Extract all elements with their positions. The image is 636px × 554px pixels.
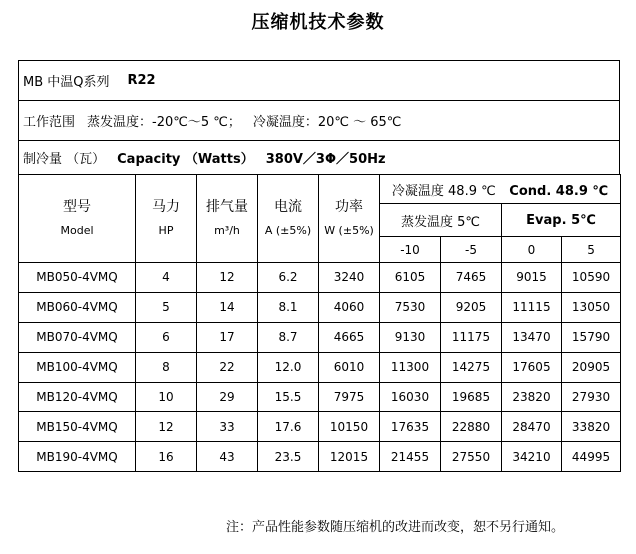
refrigerant-label: R22 (127, 73, 156, 88)
displacement-header: 排气量 m³/h (197, 175, 258, 263)
capacity-cell: 7465 (441, 263, 502, 293)
model-cell: MB150-4VMQ (19, 412, 136, 442)
hp-cell: 12 (136, 412, 197, 442)
model-cell: MB050-4VMQ (19, 263, 136, 293)
table-row (19, 442, 621, 472)
spec-table (18, 174, 621, 472)
displacement-cell: 22 (197, 352, 258, 382)
hp-cell: 6 (136, 322, 197, 352)
cond-range: 冷凝温度：20℃ ～ 65℃ (252, 115, 402, 130)
table-row (19, 263, 621, 293)
page-title: 压缩机技术参数 (251, 12, 385, 33)
capacity-cell: 19685 (441, 382, 502, 412)
model-header: 型号 Model (19, 175, 136, 263)
current-cell: 6.2 (258, 263, 319, 293)
capacity-cell: 16030 (380, 382, 441, 412)
capacity-cell: 14275 (441, 352, 502, 382)
capacity-cell: 6105 (380, 263, 441, 293)
power-cell: 12015 (319, 442, 380, 472)
hp-cell: 16 (136, 442, 197, 472)
power-cell: 7975 (319, 382, 380, 412)
capacity-cell: 11175 (441, 322, 502, 352)
model-cell: MB120-4VMQ (19, 382, 136, 412)
series-row (18, 60, 620, 100)
model-cell: MB070-4VMQ (19, 322, 136, 352)
power-cell: 6010 (319, 352, 380, 382)
capacity-cell: 21455 (380, 442, 441, 472)
capacity-cell: 17635 (380, 412, 441, 442)
displacement-cell: 29 (197, 382, 258, 412)
footnote: 注：产品性能参数随压缩机的改进而改变，恕不另行通知。 (226, 520, 565, 535)
evap-temp-header: 0 (502, 237, 562, 263)
capacity-cell: 23820 (502, 382, 562, 412)
table-row (19, 382, 621, 412)
evap-cn-header: 蒸发温度 5℃ (380, 204, 502, 237)
displacement-cell: 43 (197, 442, 258, 472)
capacity-cell: 33820 (562, 412, 621, 442)
capacity-cell: 22880 (441, 412, 502, 442)
hp-cell: 4 (136, 263, 197, 293)
evap-en-header: Evap. 5℃ (502, 204, 621, 237)
capacity-en-label: Capacity （Watts） (117, 152, 254, 167)
table-row (19, 292, 621, 322)
model-cell: MB060-4VMQ (19, 292, 136, 322)
power-cell: 4665 (319, 322, 380, 352)
current-cell: 12.0 (258, 352, 319, 382)
capacity-cell: 44995 (562, 442, 621, 472)
capacity-row (18, 140, 620, 174)
current-cell: 23.5 (258, 442, 319, 472)
capacity-cell: 9015 (502, 263, 562, 293)
capacity-cell: 34210 (502, 442, 562, 472)
current-cell: 8.1 (258, 292, 319, 322)
model-cell: MB190-4VMQ (19, 442, 136, 472)
cond-header: 冷凝温度 48.9 ℃ Cond. 48.9 ℃ (380, 175, 621, 204)
hp-cell: 5 (136, 292, 197, 322)
power-cell: 10150 (319, 412, 380, 442)
evap-temp-header: -10 (380, 237, 441, 263)
range-label: 工作范围 (23, 115, 76, 130)
evap-temp-header: 5 (562, 237, 621, 263)
capacity-cell: 27550 (441, 442, 502, 472)
current-cell: 17.6 (258, 412, 319, 442)
capacity-cell: 11300 (380, 352, 441, 382)
capacity-cn-label: 制冷量 （瓦） (23, 152, 106, 167)
displacement-cell: 33 (197, 412, 258, 442)
operating-range-row (18, 100, 620, 140)
capacity-cell: 9130 (380, 322, 441, 352)
capacity-cell: 27930 (562, 382, 621, 412)
table-row (19, 322, 621, 352)
displacement-cell: 17 (197, 322, 258, 352)
capacity-cell: 10590 (562, 263, 621, 293)
power-supply-label: 380V／3Φ／50Hz (265, 152, 386, 167)
capacity-cell: 11115 (502, 292, 562, 322)
model-cell: MB100-4VMQ (19, 352, 136, 382)
power-header: 功率 W (±5%) (319, 175, 380, 263)
current-cell: 15.5 (258, 382, 319, 412)
capacity-cell: 17605 (502, 352, 562, 382)
capacity-cell: 28470 (502, 412, 562, 442)
capacity-cell: 15790 (562, 322, 621, 352)
hp-header: 马力 HP (136, 175, 197, 263)
hp-cell: 10 (136, 382, 197, 412)
capacity-cell: 20905 (562, 352, 621, 382)
evap-temp-header: -5 (441, 237, 502, 263)
table-row (19, 352, 621, 382)
current-cell: 8.7 (258, 322, 319, 352)
evap-range: 蒸发温度：-20℃～5 ℃； (87, 115, 241, 130)
hp-cell: 8 (136, 352, 197, 382)
power-cell: 4060 (319, 292, 380, 322)
current-header: 电流 A (±5%) (258, 175, 319, 263)
displacement-cell: 14 (197, 292, 258, 322)
displacement-cell: 12 (197, 263, 258, 293)
series-label: MB 中温Q系列 (23, 75, 110, 90)
table-row (19, 412, 621, 442)
capacity-cell: 13050 (562, 292, 621, 322)
capacity-cell: 7530 (380, 292, 441, 322)
capacity-cell: 13470 (502, 322, 562, 352)
power-cell: 3240 (319, 263, 380, 293)
capacity-cell: 9205 (441, 292, 502, 322)
